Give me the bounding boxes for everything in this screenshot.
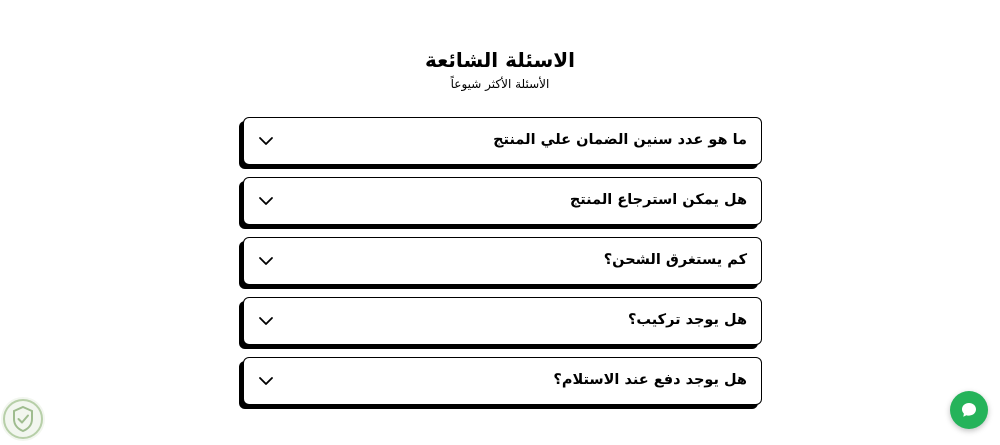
chevron-down-icon <box>258 313 274 329</box>
faq-item-cash-on-delivery[interactable] <box>243 357 762 405</box>
faq-item-installation[interactable] <box>243 297 762 345</box>
faq-header <box>0 46 1000 92</box>
faq-title: الاسئلة الشائعة <box>425 48 575 72</box>
faq-question: هل يوجد تركيب؟ <box>627 312 747 328</box>
shield-badge-icon <box>1 397 45 441</box>
chevron-down-icon <box>258 373 274 389</box>
faq-item-warranty[interactable] <box>243 117 762 165</box>
chat-button[interactable] <box>950 391 988 429</box>
chevron-down-icon <box>258 133 274 149</box>
faq-item-returns[interactable] <box>243 177 762 225</box>
faq-question: هل يوجد دفع عند الاستلام؟ <box>553 372 747 388</box>
faq-question: ما هو عدد سنين الضمان علي المنتج <box>493 132 747 148</box>
faq-subtitle: الأسئلة الأكثر شيوعاً <box>450 77 550 91</box>
chevron-down-icon <box>258 193 274 209</box>
faq-list <box>243 117 762 417</box>
faq-question: كم يستغرق الشحن؟ <box>603 252 747 268</box>
chevron-down-icon <box>258 253 274 269</box>
chat-bubble-icon <box>960 401 978 419</box>
faq-item-shipping[interactable] <box>243 237 762 285</box>
faq-question: هل يمكن استرجاع المنتج <box>569 192 747 208</box>
